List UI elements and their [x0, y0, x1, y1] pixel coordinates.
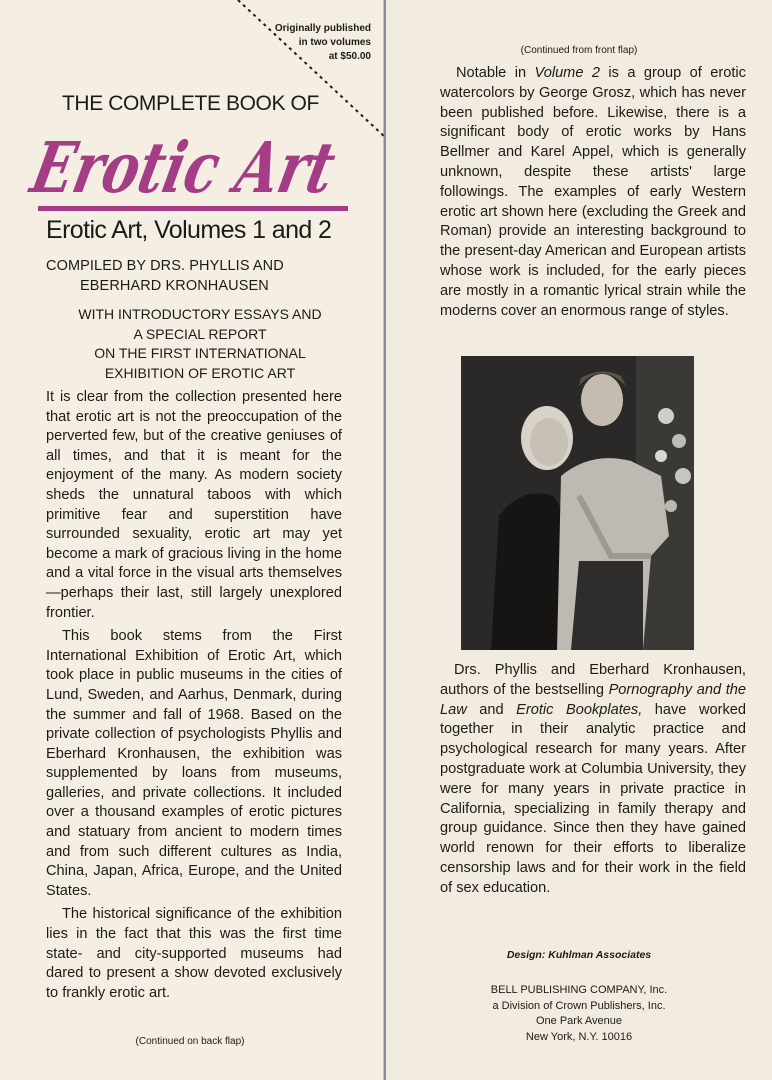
back-flap: [386, 0, 772, 1080]
intro-line: A SPECIAL REPORT: [133, 325, 267, 342]
volume-title: Volume 2: [534, 65, 600, 81]
publisher-line: One Park Avenue: [535, 1015, 623, 1027]
intro-line: WITH INTRODUCTORY ESSAYS AND: [78, 306, 322, 322]
price-note-line: in two volumes: [298, 37, 371, 48]
back-top-text: [440, 64, 746, 321]
price-note: [251, 22, 371, 64]
title-rule: [38, 206, 348, 211]
intro-line: ON THE FIRST INTERNATIONAL: [94, 345, 306, 361]
front-body-text: [46, 388, 342, 1007]
author-bio: [440, 661, 746, 899]
design-credit: Design: Kuhlman Associates: [506, 949, 652, 961]
publisher-line: BELL PUBLISHING COMPANY, Inc.: [490, 984, 668, 996]
paragraph: This book stems from the First International Exhibition of Erotic Art, which took place in public museums in the cities of Lund, Sweden, and Aarhus, Denmark, during the summer and fall of 1968. Based on the private collection of psychologists Phyllis and Eberhard Kronhausen, the exhibition was supplemented by loans from museums, galleries, and private collections. It included over a thousand examples of erotic pictures and statuary from ancient to modern times and from such different cultures as India, China, Japan, Africa, Europe, and the United States.: [46, 628, 342, 899]
author-photo: [461, 356, 694, 650]
subtitle: Erotic Art, Volumes 1 and 2: [46, 216, 332, 244]
price-note-line: at $50.00: [328, 51, 371, 62]
continued-from-note: (Continued from front flap): [520, 45, 638, 56]
paragraph: It is clear from the collection presented here that erotic art is not the preoccupation of the perverted few, but of the creative geniuses of all times, and that it is meant for the enjoyment of the many. As modern society sheds the unnatural taboos with which primitive fear and superstition have surrounded sexuality, erotic art may yet become a mark of gracious living in the home and a vital force in the visual arts themselves—perhaps their last, still largely unexplored frontier.: [46, 389, 342, 621]
book-title: Erotic Bookplates,: [516, 701, 643, 718]
continued-note: (Continued on back flap): [135, 1036, 245, 1047]
paragraph: Drs. Phyllis and Eberhard Kronhausen, authors of the bestselling Pornography and the Law and Erotic Bookplates, have worked together in their analytic practice and psychological research for many years. After postgraduate work at Columbia University, they were for many years in private practice in California, specializing in family therapy and group guidance. Since then they have gained world renown for their efforts to liberalize censorship laws and for their work in the field of sex education.: [440, 662, 746, 896]
photo-illustration: [461, 356, 694, 650]
intro-line: EXHIBITION OF EROTIC ART: [104, 364, 296, 381]
compiled-by: [46, 256, 376, 296]
publisher-line: New York, N.Y. 10016: [525, 1030, 633, 1043]
introductory-note: [50, 305, 350, 383]
book-title: Pornography and the Law: [440, 681, 746, 718]
publisher-line: a Division of Crown Publishers, Inc.: [492, 999, 666, 1012]
logo-text: Erotic Art: [24, 126, 429, 209]
title-top: THE COMPLETE BOOK OF: [62, 92, 319, 115]
compiled-line: EBERHARD KRONHAUSEN: [80, 278, 269, 294]
paragraph: The historical significance of the exhibition lies in the fact that this was the first time state- and city-supported museums had dared to present a show devoted exclusively to frankly erotic art.: [46, 906, 342, 1001]
publisher-info: [386, 983, 772, 1045]
paragraph: Notable in Volume 2 is a group of erotic watercolors by George Grosz, which has never been published before. Likewise, there is a significant body of erotic works by Hans Bellmer and Karel Appel, which is generally unknown, despite these artists' large followings. The examples of early Western erotic art shown here (excluding the Greek and Roman) provide an interesting background to the present-day American and European artists whose work is included, for the early pieces are mostly in a romantic lyrical strain while the moderns cover an enormous range of styles.: [440, 65, 746, 319]
erotic-art-logo: [24, 118, 429, 214]
compiled-line: COMPILED BY DRS. PHYLLIS AND: [46, 258, 284, 274]
price-note-line: Originally published: [274, 23, 371, 34]
